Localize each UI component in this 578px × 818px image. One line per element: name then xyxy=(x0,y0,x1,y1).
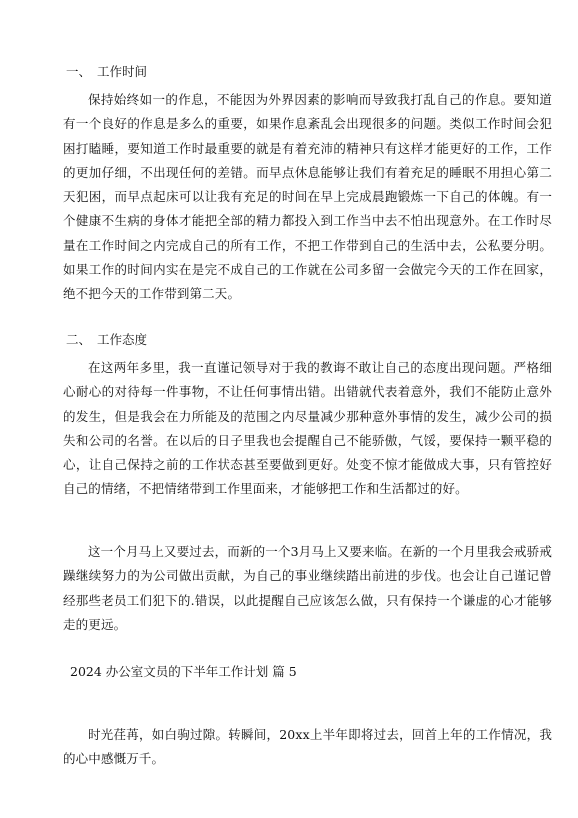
section-number: 二、 xyxy=(66,332,92,347)
section-heading-work-attitude xyxy=(66,332,147,348)
paragraph-intro: 时光荏苒，如白驹过隙。转瞬间，20xx上半年即将过去，回首上年的工作情况，我的心中感慨万千。 xyxy=(63,727,552,767)
paragraph-next-month: 这一个月马上又要过去，而新的一个3月马上又要来临。在新的一个月里我会戒骄戒躁继续努力的为公司做出贡献，为自己的事业继续踏出前进的步伐。也会让自己谨记曾经那些老员工们犯下的.错误，以此提醒自己应该怎么做，只有保持一个谦虚的心才能够走的更远。 xyxy=(63,544,552,632)
section-number: 一、 xyxy=(66,64,92,79)
paragraph-work-time: 保持始终如一的作息，不能因为外界因素的影响而导致我打乱自己的作息。要知道有一个良好的作息是多么的重要，如果作息紊乱会出现很多的问题。类似工作时间会犯困打瞌睡，要知道工作时最重要的就是有着充沛的精神只有这样才能更好的工作，工作的更加仔细，不出现任何的差错。而早点休息能够让我们有着充足的睡眠不用担心第二天犯困，而早点起床可以让我有充足的时间在早上完成晨跑锻炼一下自己的体魄。有一个健康不生病的身体才能把全部的精力都投入到工作当中去不怕出现意外。在工作时尽量在工作时间之内完成自己的所有工作，不把工作带到自己的生活中去，公私要分明。如果工作的时间内实在是完不成自己的工作就在公司多留一会做完今天的工作在回家，绝不把今天的工作带到第二天。 xyxy=(63,92,552,302)
section-title: 工作态度 xyxy=(97,332,148,347)
article-title: 2024 办公室文员的下半年工作计划 篇 5 xyxy=(70,664,297,679)
section-heading-work-time xyxy=(66,64,147,80)
section-title: 工作时间 xyxy=(97,64,148,79)
paragraph-work-attitude: 在这两年多里，我一直谨记领导对于我的教诲不敢让自己的态度出现问题。严格细心耐心的对待每一件事物，不让任何事情出错。出错就代表着意外，我们不能防止意外的发生，但是我会在力所能及的范围之内尽量减少那种意外事情的发生，减少公司的损失和公司的名誉。在以后的日子里我也会提醒自己不能骄傲，气馁，要保持一颗平稳的心，让自己保持之前的工作状态甚至要做到更好。处变不惊才能做成大事，只有管控好自己的情绪，不把情绪带到工作里面来，才能够把工作和生活都过的好。 xyxy=(63,360,552,497)
